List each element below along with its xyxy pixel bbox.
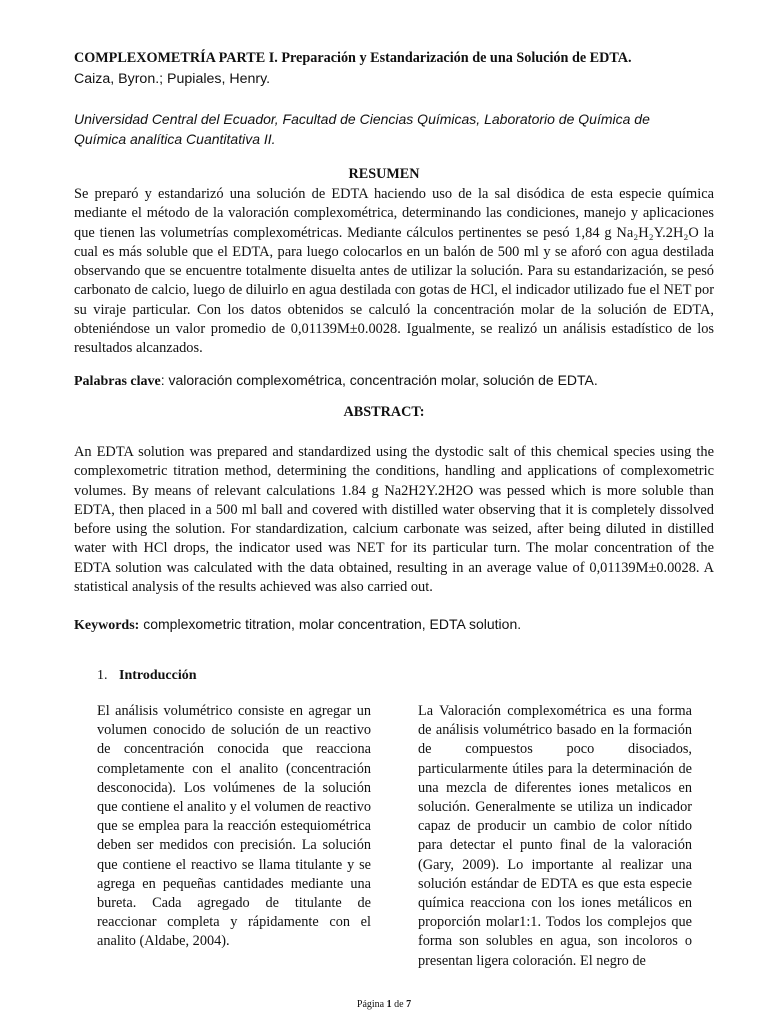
authors: Caiza, Byron.; Pupiales, Henry. — [74, 71, 271, 87]
abstract-heading: ABSTRACT: — [343, 404, 425, 420]
intro-column-left: El análisis volumétrico consiste en agregar un volumen conocido de solución de un reactivo de concentración conocida que reacciona completamente con el analito (concentración desconocida). Los volúmenes de la solución que contiene el analito y el volumen de reactivo que se emplea para la reacción estequiométrica deben ser medidos con precisión. La solución que contiene el reactivo se llama titulante y se agrega en pequeñas cantidades mediante una bureta. Cada agregado de titulante de reaccionar completa y rápidamente con el analito (Aldabe, 2004). — [97, 703, 371, 950]
section-heading-introduccion — [97, 668, 197, 684]
abstract-body: An EDTA solution was prepared and standardized using the dystodic salt of this chemical species using the complexometric titration method, determining the conditions, handling and applications of complexometric volumes. By means of relevant calculations 1.84 g Na2H2Y.2H2O was pessed which is more soluble than EDTA, then placed in a 500 ml ball and covered with distilled water observing that it is completely dissolved before using the solution. For standardization, calcium carbonate was seized, after being diluted in distilled water with HCl drops, the indicator used was NET for its particular turn. The molar concentration of the EDTA solution was calculated with the data obtained, resulting in an average value of 0,01139M±0.0028. A statistical analysis of the results achieved was also carried out. — [74, 444, 714, 596]
abstract-keywords — [74, 616, 714, 634]
resumen-keywords — [74, 372, 714, 390]
document-title: COMPLEXOMETRÍA PARTE I. Preparación y Estandarización de una Solución de EDTA. — [74, 50, 632, 66]
keywords-label: Palabras clave — [74, 374, 161, 389]
resumen-body: Se preparó y estandarizó una solución de EDTA haciendo uso de la sal disódica de esta especie química mediante el método de la valoración complexométrica, determinando las condiciones, manejo y aplicaciones que tienen las volumetrías complexométricas. Mediante cálculos pertinentes se pesó 1,84 g Na₂H₂Y.2H₂O la cual es más soluble que el EDTA, para luego colocarlos en un balón de 500 ml y se aforó con agua destilada observando que se encuentre totalmente disuelta antes de utilizar la solución. Para su estandarización, se pesó carbonato de calcio, luego de diluirlo en agua destilada con gotas de HCl, el indicador utilizado fue el NET por su viraje particular. Con los datos obtenidos se calculó la concentración molar de la solución de EDTA, obteniéndose un valor promedio de 0,01139M±0.0028. Igualmente, se realizó un análisis estadístico de los resultados alcanzados. — [74, 186, 714, 357]
footer-page-word: Página — [356, 999, 385, 1010]
footer-of-word: de — [394, 999, 404, 1010]
keywords-label-en: Keywords: — [74, 618, 140, 633]
section-number: 1. — [97, 668, 108, 683]
keywords-text: : valoración complexométrica, concentración molar, solución de EDTA. — [160, 372, 598, 388]
affiliation: Universidad Central del Ecuador, Facultad de Ciencias Químicas, Laboratorio de Química de Química analítica Cuantitativa II. — [74, 111, 650, 147]
resumen-heading: RESUMEN — [348, 166, 420, 182]
intro-column-right: La Valoración complexométrica es una forma de análisis volumétrico basado en la formación de compuestos poco disociados, particularmente útiles para la determinación de una mezcla de diferentes iones metalicos en solución. Generalmente se utiliza un indicador capaz de producir un cambio de color nítido para detectar el punto final de la valoración (Gary, 2009). Lo importante al realizar una solución estándar de EDTA es que esta especie química reacciona con los iones metálicos en proporción molar1:1. Todos los complejos que forma son solubles en agua, son incoloros o presentan ligera coloración. El negro de — [418, 703, 692, 969]
page-footer — [0, 999, 768, 1010]
keywords-text-en: complexometric titration, molar concentration, EDTA solution. — [139, 616, 522, 632]
section-title: Introducción — [119, 668, 197, 683]
footer-page-number: 1 — [386, 999, 392, 1010]
footer-page-total: 7 — [406, 999, 412, 1010]
